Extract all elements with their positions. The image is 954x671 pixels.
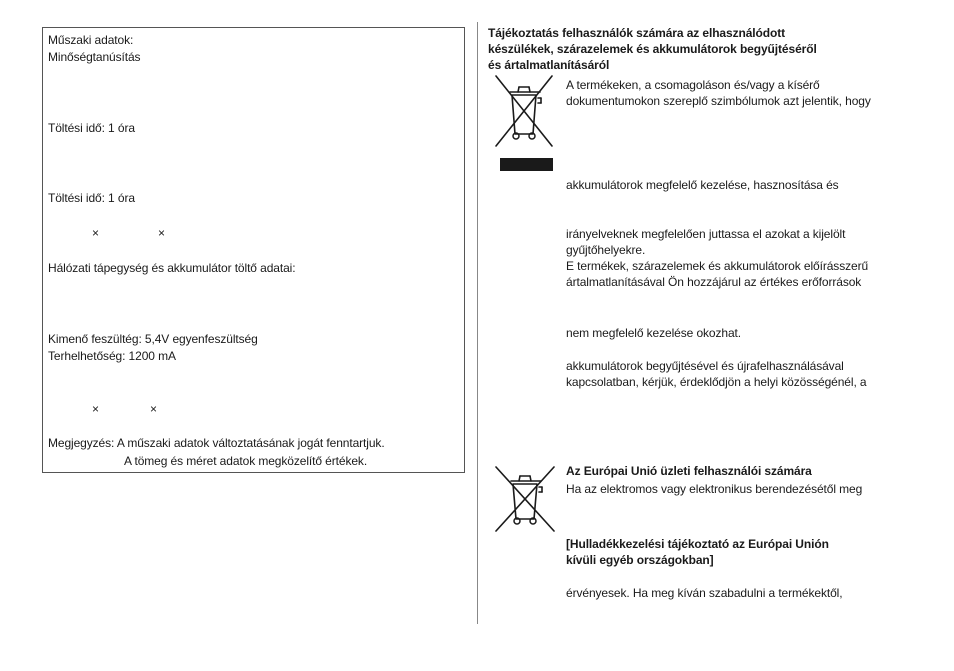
charge-time-2: Töltési idő: 1 óra: [48, 191, 135, 205]
times-sign: ×: [158, 226, 165, 240]
disposal-heading-line-3: és ártalmatlanításáról: [488, 58, 610, 72]
p1-line-1: A termékeken, a csomagoláson és/vagy a kísérő: [566, 78, 820, 92]
crossed-out-bin-icon: [494, 463, 556, 535]
specs-box: [42, 27, 465, 473]
charge-time-1: Töltési idő: 1 óra: [48, 121, 135, 135]
non-eu-heading-line-2: kívüli egyéb országokban]: [566, 553, 714, 567]
quality-cert-label: Minőségtanúsítás: [48, 50, 141, 64]
p4-line-1: nem megfelelő kezelése okozhat.: [566, 326, 742, 340]
eu-business-line-1: Ha az elektromos vagy elektronikus berendezésétől meg: [566, 482, 863, 496]
times-sign: ×: [150, 402, 157, 416]
p3-line-1: irányelveknek megfelelően juttassa el azokat a kijelölt: [566, 227, 846, 241]
p2-line-1: akkumulátorok megfelelő kezelése, hasznosítása és: [566, 178, 839, 192]
adapter-title: Hálózati tápegység és akkumulátor töltő adatai:: [48, 261, 296, 275]
non-eu-line-1: érvényesek. Ha meg kíván szabadulni a termékektől,: [566, 586, 843, 600]
p1-line-2: dokumentumokon szereplő szimbólumok azt jelentik, hogy: [566, 94, 871, 108]
disposal-heading-line-2: készülékek, szárazelemek és akkumulátorok begyűjtéséről: [488, 42, 817, 56]
disposal-heading-line-1: Tájékoztatás felhasználók számára az elhasználódott: [488, 26, 786, 40]
eu-business-heading: Az Európai Unió üzleti felhasználói számára: [566, 464, 812, 478]
p5-line-1: akkumulátorok begyűjtésével és újrafelhasználásával: [566, 359, 844, 373]
column-divider: [477, 22, 478, 624]
p3-line-2: gyűjtőhelyekre.: [566, 243, 646, 257]
p3-line-3: E termékek, szárazelemek és akkumulátorok előírásszerű: [566, 259, 869, 273]
p3-line-4: ártalmatlanításával Ön hozzájárul az értékes erőforrások: [566, 275, 862, 289]
specs-title: Műszaki adatok:: [48, 33, 134, 47]
output-voltage: Kimenő feszültég: 5,4V egyenfeszültség: [48, 332, 258, 346]
note-line-1: Megjegyzés: A műszaki adatok változtatásának jogát fenntartjuk.: [48, 436, 385, 450]
crossed-out-bin-icon: [494, 72, 554, 150]
times-sign: ×: [92, 402, 99, 416]
non-eu-heading-line-1: [Hulladékkezelési tájékoztató az Európai Unión: [566, 537, 829, 551]
note-line-2: A tömeg és méret adatok megközelítő értékek.: [124, 454, 368, 468]
load-capacity: Terhelhetőség: 1200 mA: [48, 349, 176, 363]
battery-bar-icon: [500, 158, 553, 171]
p5-line-2: kapcsolatban, kérjük, érdeklődjön a helyi közösségénél, a: [566, 375, 867, 389]
times-sign: ×: [92, 226, 99, 240]
